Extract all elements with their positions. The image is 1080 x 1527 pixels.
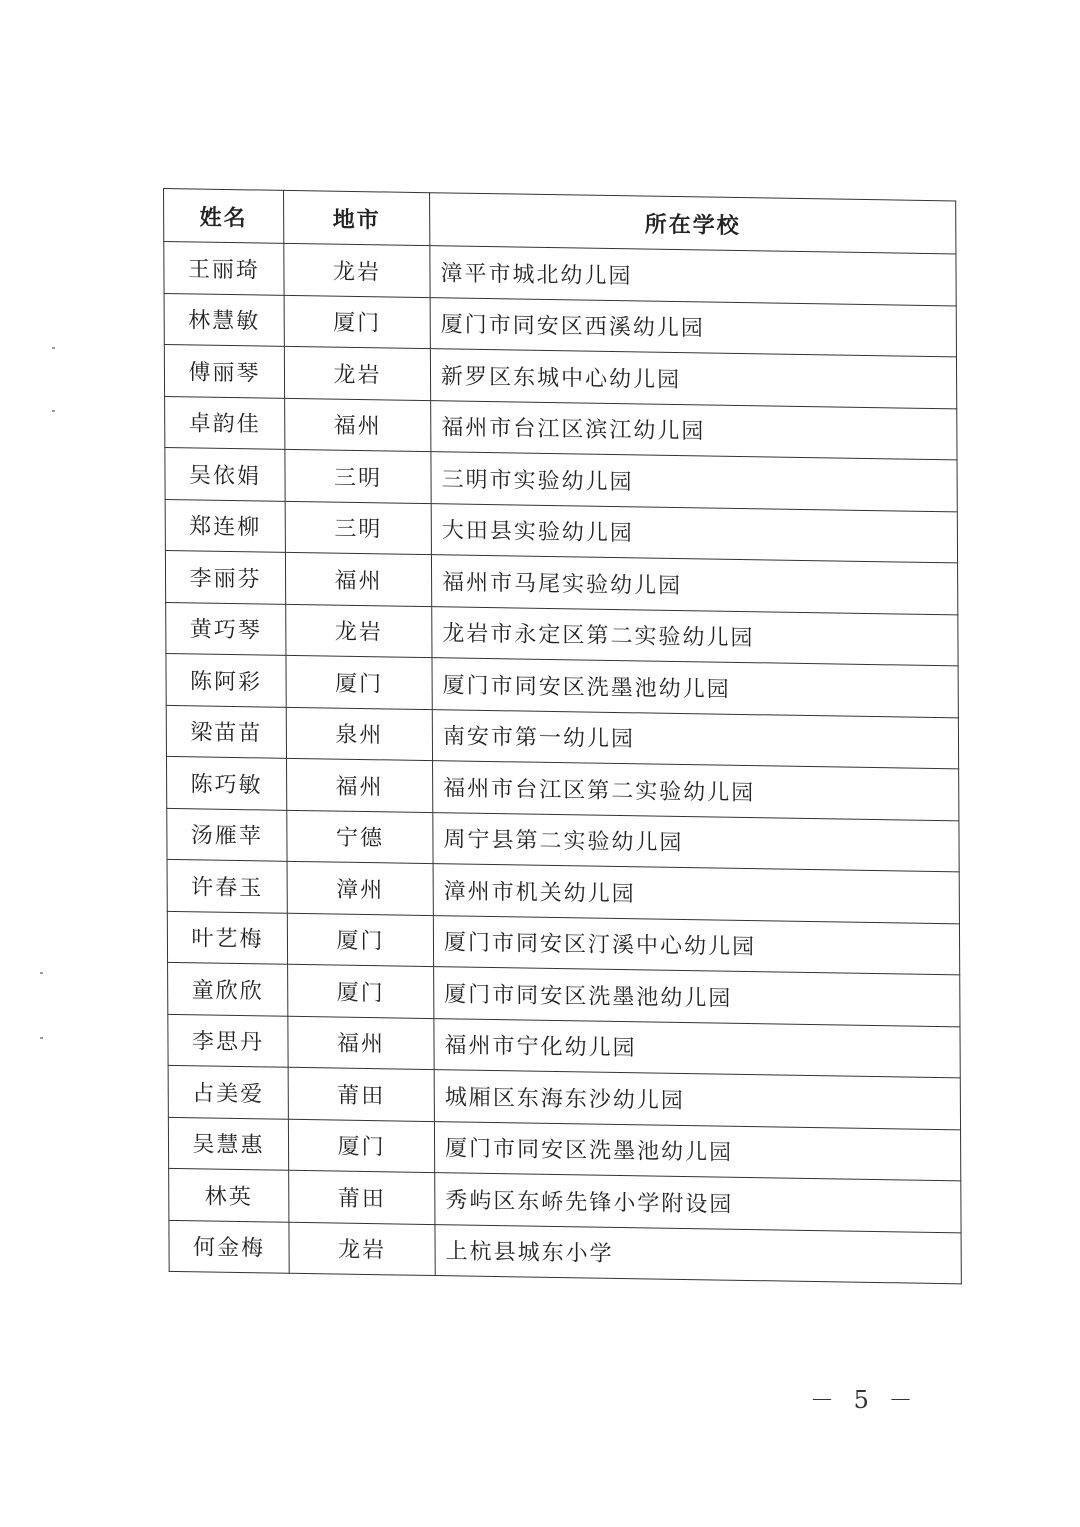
cell-name: 卓韵佳	[165, 396, 285, 449]
cell-city: 龙岩	[284, 243, 430, 297]
cell-city: 漳州	[287, 861, 433, 915]
cell-school: 厦门市同安区洗墨池幼儿园	[434, 967, 960, 1027]
cell-city: 宁德	[287, 810, 433, 864]
cell-name: 林英	[169, 1168, 289, 1221]
cell-name: 汤雁苹	[167, 808, 287, 861]
cell-name: 叶艺梅	[167, 911, 287, 964]
cell-school: 福州市台江区第二实验幼儿园	[433, 761, 959, 821]
cell-name: 许春玉	[167, 859, 287, 912]
cell-city: 福州	[287, 758, 433, 812]
cell-name: 李丽芬	[165, 550, 285, 603]
cell-city: 福州	[288, 1016, 434, 1070]
cell-school: 新罗区东城中心幼儿园	[430, 349, 956, 409]
cell-city: 福州	[285, 398, 431, 452]
cell-school: 大田县实验幼儿园	[431, 503, 957, 563]
cell-name: 梁苗苗	[166, 705, 286, 758]
cell-school: 三明市实验幼儿园	[431, 452, 957, 512]
cell-name: 黄巧琴	[166, 602, 286, 655]
cell-name: 李思丹	[168, 1014, 288, 1067]
cell-school: 龙岩市永定区第二实验幼儿园	[432, 606, 958, 666]
cell-city: 泉州	[286, 707, 432, 761]
cell-school: 厦门市同安区西溪幼儿园	[430, 297, 956, 357]
cell-name: 吴慧惠	[168, 1117, 288, 1170]
cell-city: 厦门	[284, 295, 430, 349]
cell-school: 福州市宁化幼儿园	[434, 1018, 960, 1078]
scan-speck	[40, 972, 43, 974]
cell-name: 占美爱	[168, 1065, 288, 1118]
table-body	[164, 242, 962, 1284]
scan-speck	[40, 1037, 43, 1039]
cell-name: 王丽琦	[164, 242, 284, 295]
cell-city: 龙岩	[284, 346, 430, 400]
cell-school: 南安市第一幼儿园	[432, 709, 958, 769]
cell-name: 傅丽琴	[164, 344, 284, 397]
cell-city: 厦门	[288, 1119, 434, 1173]
scan-speck	[52, 347, 55, 349]
scan-speck	[52, 410, 55, 412]
cell-name: 郑连柳	[165, 499, 285, 552]
cell-school: 周宁县第二实验幼儿园	[433, 812, 959, 872]
cell-city: 厦门	[286, 655, 432, 709]
cell-name: 陈阿彩	[166, 653, 286, 706]
cell-city: 厦门	[287, 913, 433, 967]
cell-school: 上杭县城东小学	[435, 1224, 961, 1284]
cell-school: 厦门市同安区洗墨池幼儿园	[432, 658, 958, 718]
header-city: 地市	[284, 190, 430, 245]
cell-city: 龙岩	[286, 604, 432, 658]
cell-city: 莆田	[288, 1067, 434, 1121]
cell-school: 厦门市同安区洗墨池幼儿园	[434, 1121, 960, 1181]
cell-name: 何金梅	[169, 1220, 289, 1273]
header-name: 姓名	[164, 189, 284, 244]
cell-city: 三明	[285, 501, 431, 555]
cell-city: 龙岩	[289, 1222, 435, 1276]
cell-name: 童欣欣	[168, 962, 288, 1015]
cell-school: 秀屿区东峤先锋小学附设园	[435, 1173, 961, 1233]
cell-name: 林慧敏	[164, 293, 284, 346]
cell-school: 漳平市城北幼儿园	[430, 246, 956, 306]
page-number: － 5 －	[810, 1386, 919, 1414]
header-school: 所在学校	[430, 193, 956, 254]
cell-school: 城厢区东海东沙幼儿园	[434, 1070, 960, 1130]
cell-name: 陈巧敏	[166, 756, 286, 809]
cell-school: 福州市马尾实验幼儿园	[431, 555, 957, 615]
cell-school: 漳州市机关幼儿园	[433, 864, 959, 924]
table-wrapper	[163, 188, 961, 1284]
table-row	[169, 1220, 961, 1284]
cell-name: 吴依娟	[165, 447, 285, 500]
cell-city: 莆田	[289, 1170, 435, 1224]
cell-city: 三明	[285, 449, 431, 503]
cell-city: 福州	[285, 552, 431, 606]
cell-school: 厦门市同安区汀溪中心幼儿园	[433, 915, 959, 975]
cell-school: 福州市台江区滨江幼儿园	[431, 400, 957, 460]
cell-city: 厦门	[288, 964, 434, 1018]
teacher-table	[163, 188, 962, 1284]
